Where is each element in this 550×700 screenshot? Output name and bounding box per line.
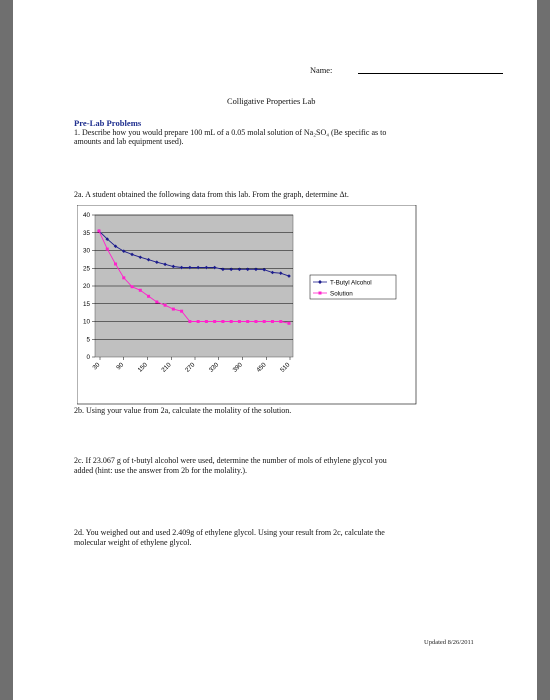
question-2c-line-2: added (hint: use the answer from 2b for the molality.). xyxy=(74,466,247,475)
x-tick-label: 390 xyxy=(231,361,244,374)
data-point-solution xyxy=(131,285,134,288)
question-2a: 2a. A student obtained the following data from this lab. From the graph, determine Δt. xyxy=(74,190,349,199)
data-point-solution xyxy=(139,289,142,292)
data-point-solution xyxy=(188,320,191,323)
y-tick-label: 40 xyxy=(82,212,90,220)
data-point-solution xyxy=(180,310,183,313)
name-label: Name: xyxy=(310,66,333,75)
y-tick-label: 10 xyxy=(82,318,90,326)
data-point-solution xyxy=(147,295,150,298)
data-point-solution xyxy=(172,308,175,311)
data-point-solution xyxy=(197,320,200,323)
y-tick-label: 30 xyxy=(82,247,90,255)
data-point-solution xyxy=(164,304,167,307)
data-point-solution xyxy=(205,320,208,323)
x-tick-label: 270 xyxy=(184,361,197,374)
data-point-solution xyxy=(98,229,101,232)
y-tick-label: 0 xyxy=(86,354,90,362)
y-tick-label: 35 xyxy=(82,229,90,237)
question-1-line-1: 1. Describe how you would prepare 100 mL of a 0.05 molal solution of Na₂SO₄ (Be specific as to xyxy=(74,128,387,137)
data-point-solution xyxy=(254,320,257,323)
data-point-solution xyxy=(114,262,117,265)
question-2d-line-1: 2d. You weighed out and used 2.409g of ethylene glycol. Using your result from 2c, calculate the xyxy=(74,528,385,537)
x-tick-label: 510 xyxy=(279,361,292,374)
x-tick-label: 150 xyxy=(136,361,149,374)
y-tick-label: 20 xyxy=(82,283,90,291)
updated-date: Updated 8/26/2011 xyxy=(424,639,474,646)
data-point-solution xyxy=(230,320,233,323)
data-point-solution xyxy=(279,320,282,323)
data-point-solution xyxy=(221,320,224,323)
question-1-line-2: amounts and lab equipment used). xyxy=(74,137,184,146)
document-title: Colligative Properties Lab xyxy=(227,97,316,106)
x-tick-label: 330 xyxy=(207,361,221,374)
freezing-point-chart xyxy=(77,205,417,405)
data-point-solution xyxy=(246,320,249,323)
legend-marker-solution xyxy=(319,292,322,295)
worksheet-page xyxy=(13,0,537,700)
legend-label-solution: Solution xyxy=(330,290,353,298)
data-point-solution xyxy=(288,322,291,325)
prelab-heading: Pre-Lab Problems xyxy=(74,118,142,128)
y-tick-label: 25 xyxy=(82,265,90,273)
question-2b: 2b. Using your value from 2a, calculate the molality of the solution. xyxy=(74,406,292,415)
data-point-solution xyxy=(263,320,266,323)
data-point-solution xyxy=(213,320,216,323)
data-point-solution xyxy=(271,320,274,323)
data-point-solution xyxy=(106,248,109,251)
legend-label-t-butyl: T-Butyl Alcohol xyxy=(330,279,372,287)
data-point-solution xyxy=(122,276,125,279)
name-blank-line xyxy=(358,73,503,74)
x-tick-label: 30 xyxy=(91,361,102,372)
data-point-solution xyxy=(155,300,158,303)
x-tick-label: 210 xyxy=(160,361,173,374)
data-point-solution xyxy=(238,320,241,323)
question-2d-line-2: molecular weight of ethylene glycol. xyxy=(74,538,192,547)
legend xyxy=(310,275,396,299)
y-tick-label: 5 xyxy=(86,336,90,344)
x-tick-label: 90 xyxy=(115,361,126,372)
x-tick-label: 450 xyxy=(255,361,268,374)
question-2c-line-1: 2c. If 23.067 g of t-butyl alcohol were used, determine the number of mols of ethylene glycol you xyxy=(74,456,387,465)
y-tick-label: 15 xyxy=(82,300,90,308)
